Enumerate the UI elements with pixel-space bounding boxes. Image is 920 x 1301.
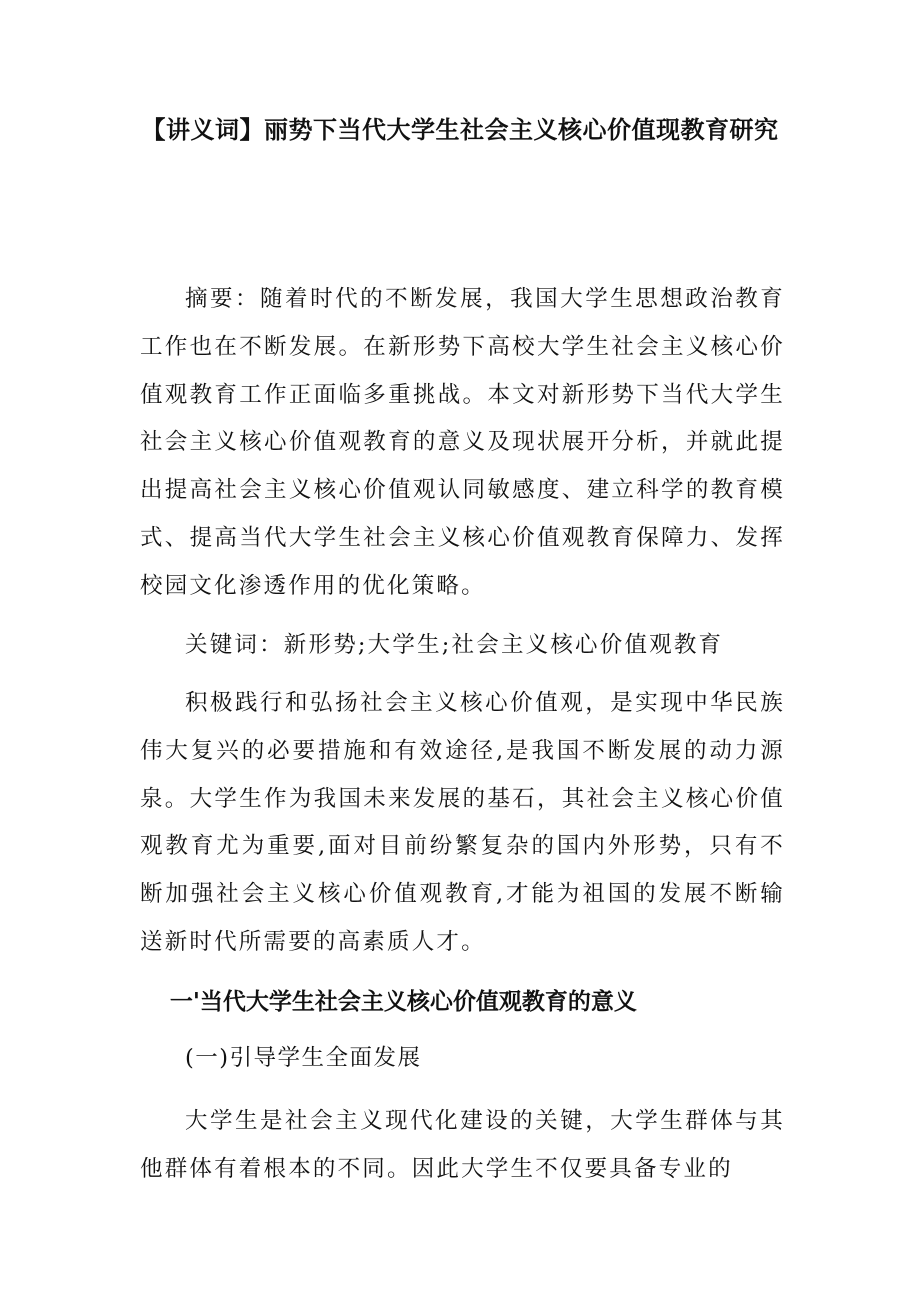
intro-paragraph: 积极践行和弘扬社会主义核心价值观，是实现中华民族伟大复兴的必要措施和有效途径,是我国不断发展的动力源泉。大学生作为我国未来发展的基石，其社会主义核心价值观教育尤为重要,面对目前纷繁复杂的国内外形势，只有不断加强社会主义核心价值观教育,才能为祖国的发展不断输送新时代所需要的高素质人才。 (140, 690, 785, 955)
document-title: 【讲义词】丽势下当代大学生社会主义核心价值现教育研究 (141, 116, 779, 144)
keywords-line: 关键词：新形势;大学生;社会主义核心价值观教育 (185, 632, 724, 658)
abstract-paragraph: 摘要：随着时代的不断发展，我国大学生思想政治教育工作也在不断发展。在新形势下高校大学生社会主义核心价值观教育工作正面临多重挑战。本文对新形势下当代大学生社会主义核心价值观教育的意义及现状展开分析，并就此提出提高社会主义核心价值观认同敏感度、建立科学的教育模式、提高当代大学生社会主义核心价值观教育保障力、发挥校园文化渗透作用的优化策略。 (140, 286, 785, 599)
subsection-heading: (一)引导学生全面发展 (185, 1045, 422, 1071)
section-heading: 一'当代大学生社会主义核心价值观教育的意义 (169, 989, 637, 1015)
body-paragraph: 大学生是社会主义现代化建设的关键，大学生群体与其他群体有着根本的不同。因此大学生不仅要具备专业的 (140, 1108, 785, 1182)
